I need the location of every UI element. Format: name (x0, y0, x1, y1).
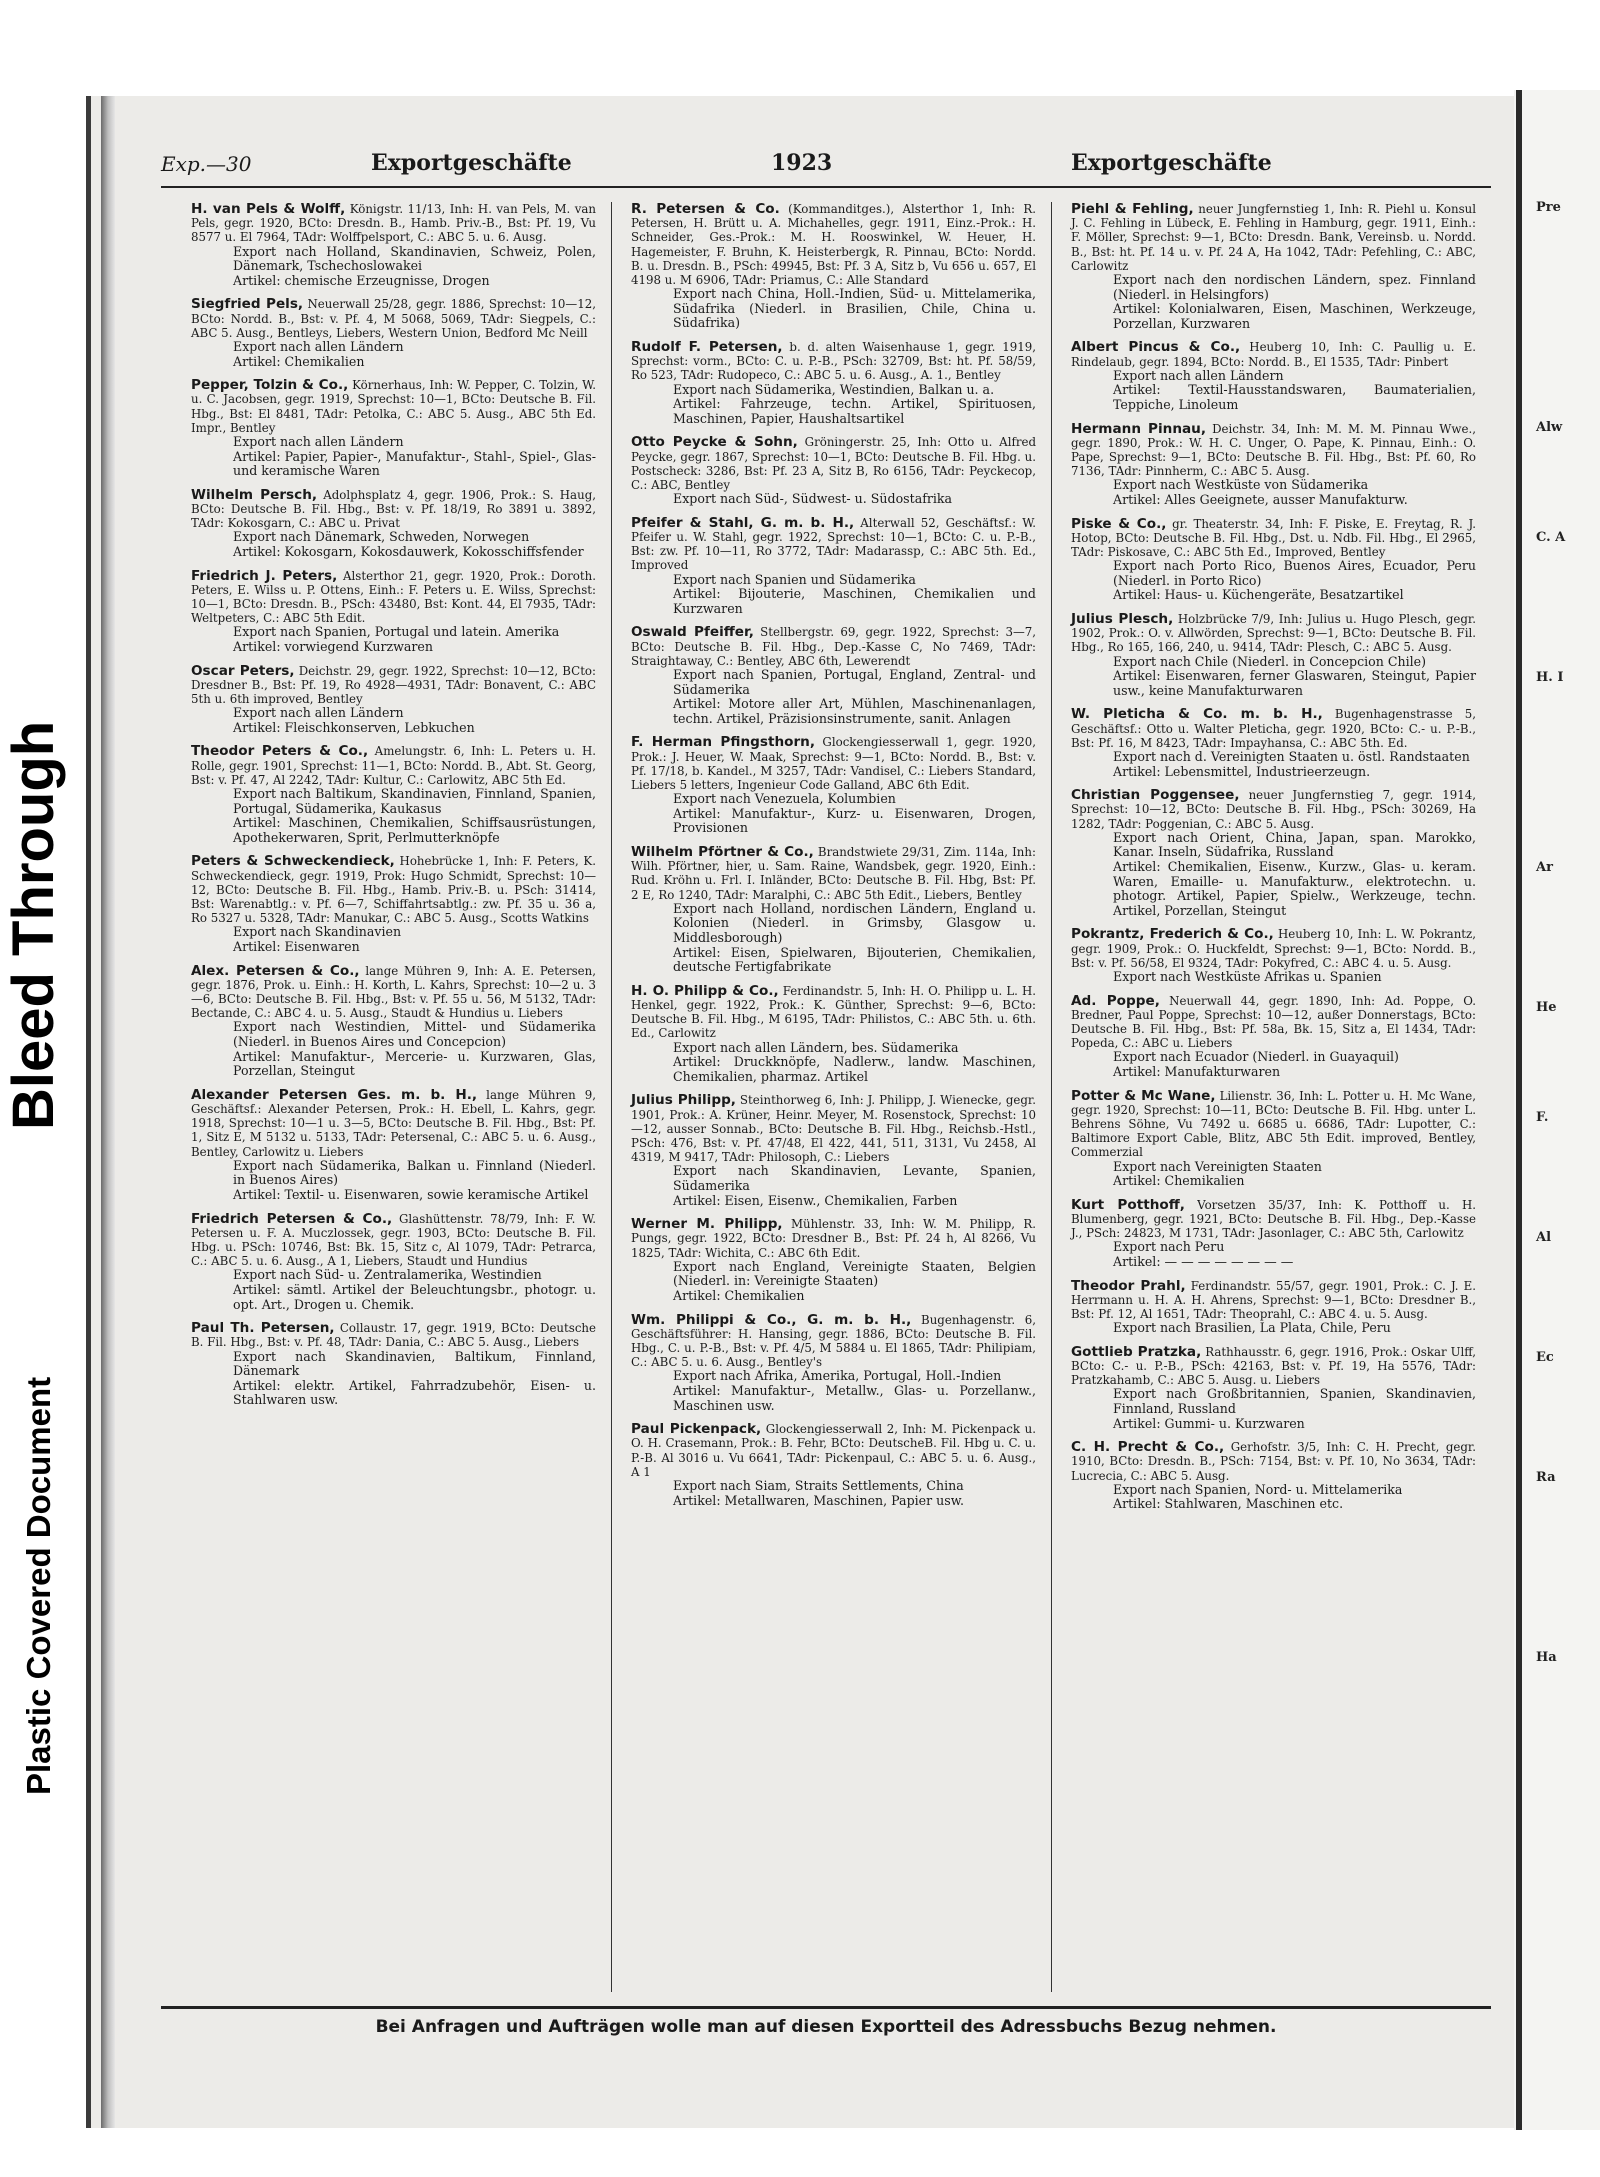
company-name: Otto Peycke & Sohn, (631, 434, 798, 451)
export-destinations: Export nach Baltikum, Skandinavien, Finnland, Spanien, Portugal, Südamerika, Kaukasus (233, 785, 596, 816)
export-articles: Artikel: Chemikalien, Eisenw., Kurzw., Glas- u. keram. Waren, Emaille- u. Manufakturw., elektrotechn. u. photogr. Artikel, Papier, Spielw., Werkzeuge, techn. Artikel, Porzellan, Steingut (1113, 858, 1476, 918)
page-header (161, 146, 1491, 188)
export-destinations: Export nach Siam, Straits Settlements, China (673, 1477, 964, 1493)
adjacent-page-fragment: He (1536, 1000, 1557, 1015)
export-articles: Artikel: Textil-Hausstandswaren, Baumaterialien, Teppiche, Linoleum (1113, 382, 1476, 412)
export-articles: Artikel: Papier, Papier-, Manufaktur-, Stahl-, Spiel-, Glas- und keramische Waren (233, 448, 596, 479)
company-details: Adolphsplatz 4, gegr. 1906, Prok.: S. Haug, BCto: Deutsche B. Fil. Hbg., Bst: v. Pf. 18/19, Ro 3891 u. 3892, TAdr: Kokosgarn, C.: ABC u. Privat (191, 487, 596, 531)
company-entry (1071, 1198, 1476, 1270)
company-name: Piehl & Fehling, (1071, 201, 1194, 217)
company-details: Neuerwall 44, gegr. 1890, Inh: Ad. Poppe, O. Bredner, Paul Poppe, Sprechst: 10—12, außer Donnerstags, BCto: Deutsche B. Fil. Hbg., Bst: Pf. 58a, Bk. 15, Sitz a, El 1434, TAdr: Popeda, C.: ABC u. Liebers (1071, 993, 1477, 1051)
company-details: Lilienstr. 36, Inh: L. Potter u. H. Mc Wane, gegr. 1920, Sprechst: 10—11, BCto: Deutsche B. Fil. Hbg. unter L. Behrens Söhne, Vu 7492 u. 6685 u. 6686, TAdr: Lupotter, C.: Baltimore Export Cable, Blitz, ABC 5th Edit. improved, Bentley, Commerzial (1071, 1088, 1476, 1160)
export-articles: Artikel: Stahlwaren, Maschinen etc. (1113, 1496, 1344, 1512)
export-destinations: Export nach allen Ländern, bes. Südamerika (673, 1039, 959, 1055)
binding-shadow (101, 96, 115, 2128)
adjacent-page-fragment: Pre (1536, 200, 1561, 215)
export-destinations: Export nach Afrika, Amerika, Portugal, Holl.-Indien (673, 1368, 1002, 1384)
export-destinations: Export nach d. Vereinigten Staaten u. östl. Randstaaten (1113, 748, 1470, 764)
export-destinations: Export nach allen Ländern (233, 705, 404, 721)
company-details: neuer Jungfernstieg 7, gegr. 1914, Sprechst: 10—12, BCto: Deutsche B. Fil. Hbg., PSch: 30269, Ha 1282, TAdr: Poggenian, C.: ABC 5. Ausg. (1071, 788, 1476, 831)
export-destinations: Export nach Westindien, Mittel- und Südamerika (Niederl. in Buenos Aires und Concepcion) (233, 1019, 596, 1049)
column-divider (611, 202, 612, 1992)
company-details: Neuerwall 25/28, gegr. 1886, Sprechst: 10—12, BCto: Nordd. B., Bst: v. Pf. 4, M 5068, 5069, TAdr: Siegpels, C.: ABC 5. Ausg., Bentleys, Liebers, Western Union, Bedford Mc Neill (191, 297, 596, 340)
company-details: Collaustr. 17, gegr. 1919, BCto: Deutsche B. Fil. Hbg., Bst: v. Pf. 48, TAdr: Dania, C.: ABC 5. Ausg., Liebers (191, 1321, 597, 1350)
company-name: Albert Pincus & Co., (1071, 339, 1241, 356)
company-entry (191, 664, 596, 736)
company-entry (631, 340, 1036, 426)
company-name: Pokrantz, Frederich & Co., (1071, 926, 1274, 943)
company-entry (631, 1422, 1036, 1508)
export-destinations: Export nach Westküste von Südamerika (1113, 477, 1369, 493)
company-entry (191, 488, 596, 560)
export-destinations: Export nach den nordischen Ländern, spez. Finnland (Niederl. in Helsingfors) (1113, 272, 1476, 302)
adjacent-page-fragment: Al (1536, 1230, 1552, 1245)
company-entry (191, 854, 596, 954)
company-name: Christian Poggensee, (1071, 787, 1240, 804)
column-divider (1051, 202, 1052, 1992)
company-entry (1071, 1345, 1476, 1431)
export-articles: Artikel: Eisen, Eisenw., Chemikalien, Farben (673, 1192, 958, 1208)
column-3 (1071, 202, 1476, 1521)
company-details: Stellbergstr. 69, gegr. 1922, Sprechst: 3—7, BCto: Deutsche B. Fil. Hbg., Dep.-Kasse C, No 7469, TAdr: Straightaway, C.: Bentley, ABC 6th, Lewerendt (631, 625, 1037, 668)
company-details: Holzbrücke 7/9, Inh: Julius u. Hugo Plesch, gegr. 1902, Prok.: O. v. Allwörden, Sprechst: 9—1, BCto: Deutsche B. Fil. Hbg., Ro 165, 166, 240, u. 9414, TAdr: Plesch, C.: ABC 5. Ausg. (1071, 611, 1476, 655)
company-details: Ferdinandstr. 5, Inh: H. O. Philipp u. L. H. Henkel, gegr. 1922, Prok.: K. Günther, Sprechst: 9—6, BCto: Deutsche B. Fil. Hbg., M 6195, TAdr: Philistos, C.: ABC 5th. u. 6th. Ed., Carlowitz (631, 983, 1036, 1041)
company-details: Alsterthor 21, gegr. 1920, Prok.: Doroth. Peters, E. Wilss u. P. Ottens, Einh.: F. Peters u. E. Wilss, Sprechst: 10—1, BCto: Dresdn. B., PSch: 43480, Bst: Kont. 44, El 7935, TAdr: Weltpeters, C.: ABC 5th Edit. (191, 568, 596, 626)
export-articles: Artikel: Chemikalien (1113, 1173, 1245, 1189)
export-destinations: Export nach Venezuela, Kolumbien (673, 791, 896, 807)
company-name: Theodor Peters & Co., (191, 743, 369, 760)
export-destinations: Export nach Süd- u. Zentralamerika, Westindien (233, 1267, 542, 1283)
export-destinations: Export nach Dänemark, Schweden, Norwegen (233, 529, 530, 545)
export-destinations: Export nach Skandinavien, Levante, Spanien, Südamerika (673, 1163, 1036, 1193)
export-destinations: Export nach Brasilien, La Plata, Chile, Peru (1113, 1320, 1391, 1336)
export-articles: Artikel: — — — — — — — — (1113, 1253, 1294, 1269)
export-destinations: Export nach Spanien und Südamerika (673, 571, 916, 587)
export-articles: Artikel: Textil- u. Eisenwaren, sowie keramische Artikel (233, 1186, 589, 1202)
export-destinations: Export nach Großbritannien, Spanien, Skandinavien, Finnland, Russland (1113, 1386, 1476, 1416)
company-name: Julius Plesch, (1071, 610, 1174, 627)
export-destinations: Export nach Peru (1113, 1239, 1225, 1255)
export-destinations: Export nach Holland, nordischen Ländern, England u. Kolonien (Niederl. in Grimsby, Glasgow u. Middlesborough) (673, 900, 1036, 945)
export-destinations: Export nach Porto Rico, Buenos Aires, Ecuador, Peru (Niederl. in Porto Rico) (1113, 558, 1476, 588)
company-entry (1071, 1279, 1476, 1336)
export-articles: Artikel: Alles Geeignete, ausser Manufakturw. (1113, 491, 1408, 507)
header-left-title: Exportgeschäfte (371, 150, 572, 176)
company-name: H. van Pels & Wolff, (191, 201, 346, 217)
company-details: Körnerhaus, Inh: W. Pepper, C. Tolzin, W. u. C. Jacobsen, gegr. 1919, Sprechst: 10—1, BCto: Deutsche B. Fil. Hbg., Bst: El 8481, TAdr: Petolka, C.: ABC 5. Ausg., ABC 5th Ed. Impr., Bentley (191, 378, 596, 435)
export-articles: Artikel: Chemikalien (673, 1287, 805, 1303)
export-destinations: Export nach allen Ländern (233, 434, 404, 449)
export-articles: Artikel: Haus- u. Küchengeräte, Besatzartikel (1113, 587, 1404, 603)
company-name: Wilhelm Persch, (191, 486, 318, 503)
adjacent-page-fragment: Ra (1536, 1470, 1556, 1485)
export-destinations: Export nach China, Holl.-Indien, Süd- u. Mittelamerika, Südafrika (Niederl. in Brasilien, Chile, China u. Südafrika) (673, 286, 1036, 331)
export-articles: Artikel: Kokosgarn, Kokosdauwerk, Kokosschiffsfender (233, 543, 584, 559)
export-articles: Artikel: Motore aller Art, Mühlen, Maschinenanlagen, techn. Artikel, Präzisionsinstrumente, sanit. Anlagen (673, 696, 1036, 726)
company-entry (191, 744, 596, 845)
company-entry (191, 202, 596, 288)
company-entry (631, 1093, 1036, 1208)
company-entry (1071, 994, 1476, 1080)
export-destinations: Export nach Ecuador (Niederl. in Guayaquil) (1113, 1049, 1399, 1065)
company-name: Paul Pickenpack, (631, 1421, 762, 1438)
scanned-page (86, 96, 1519, 2128)
adjacent-page-fragment: Alw (1536, 420, 1563, 435)
export-destinations: Export nach Vereinigten Staaten (1113, 1158, 1322, 1174)
company-details: Heuberg 10, Inh: C. Paullig u. E. Rindelaub, gegr. 1894, BCto: Nordd. B., El 1535, TAdr: Pinbert (1071, 340, 1476, 369)
company-details: lange Mühren 9, Geschäftsf.: Alexander Petersen, Prok.: H. Ebell, L. Kahrs, gegr. 1918, Sprechst: 10—1 u. 3—5, BCto: Deutsche B. Fil. Hbg., Bst: Pf. 1, Sitz E, M 5132 u. 5133, TAdr: Petersenal, C.: ABC 5. u. 6. Ausg., Bentley, Carlowitz u. Liebers (191, 1087, 596, 1159)
company-name: Kurt Potthoff, (1071, 1196, 1185, 1213)
export-articles: Artikel: Eisenwaren (233, 938, 360, 954)
adjacent-page-fragment: Ec (1536, 1350, 1554, 1365)
export-articles: Artikel: Chemikalien (233, 353, 365, 369)
company-entry (1071, 707, 1476, 779)
company-entry (1071, 202, 1476, 331)
company-details: Gerhofstr. 3/5, Inh: C. H. Precht, gegr. 1910, BCto: Dresdn. B., PSch: 7154, Bst: v. Pf. 10, No 3634, TAdr: Lucrecia, C.: ABC 5. Ausg. (1071, 1440, 1477, 1483)
export-articles: Artikel: Manufaktur-, Mercerie- u. Kurzwaren, Glas, Porzellan, Steingut (233, 1048, 596, 1079)
company-name: Hermann Pinnau, (1071, 420, 1207, 437)
export-articles: Artikel: Bijouterie, Maschinen, Chemikalien und Kurzwaren (673, 586, 1036, 616)
company-name: Julius Philipp, (631, 1092, 736, 1109)
export-articles: Artikel: chemische Erzeugnisse, Drogen (233, 272, 490, 288)
company-details: Mühlenstr. 33, Inh: W. M. Philipp, R. Pungs, gegr. 1922, BCto: Dresdner B., Bst: Pf. 24 h, Al 8266, Vu 1825, TAdr: Wichita, C.: ABC 6th Edit. (631, 1217, 1037, 1260)
export-destinations: Export nach allen Ländern (233, 339, 404, 354)
export-articles: Artikel: Lebensmittel, Industrieerzeugn. (1113, 763, 1371, 779)
export-destinations: Export nach Spanien, Nord- u. Mittelamerika (1113, 1481, 1403, 1497)
company-details: (Kommanditges.), Alsterthor 1, Inh: R. Petersen, H. Brütt u. A. Michahelles, gegr. 1911, Einz.-Prok.: H. Schneider, Ges.-Prok.: M. H. Rooswinkel, W. Heuer, H. Hagemeister, F. Bruhn, K. Heisterbergk, R. Pinnau, BCto: Nordd. B. u. Dresdn. B., PSch: 49945, Bst: Pf. 3 A, Sitz b, Vu 656 u. 657, El 4198 u. M 6906, TAdr: Priamus, C.: Alle Standard (631, 202, 1037, 288)
company-details: gr. Theaterstr. 34, Inh: F. Piske, E. Freytag, R. J. Hotop, BCto: Deutsche B. Fil. Hbg., Dst. u. Ndb. Fil. Hbg., El 2965, TAdr: Piskosave, C.: ABC 5th Ed., Improved, Bentley (1071, 516, 1477, 559)
company-details: Glockengiesserwall 1, gegr. 1920, Prok.: J. Heuer, W. Maak, Sprechst: 9—1, BCto: Nordd. B., Bst: v. Pf. 17/18, b. Kandel., M 3257, TAdr: Vandisel, C.: Liebers Standard, Liebers 5 letters, Ingenieur Code Galland, ABC 6th Edit. (631, 735, 1036, 792)
company-entry (1071, 422, 1476, 508)
company-name: Paul Th. Petersen, (191, 1320, 335, 1337)
company-details: Amelungstr. 6, Inh: L. Peters u. H. Rolle, gegr. 1901, Sprechst: 11—1, BCto: Nordd. B., Abt. St. Georg, Bst: v. Pf. 47, Al 2242, TAdr: Kultur, C.: Carlowitz, ABC 5th Ed. (191, 744, 596, 787)
company-entry (631, 625, 1036, 726)
company-name: Wm. Philippi & Co., G. m. b. H., (631, 1311, 912, 1328)
company-details: Vorsetzen 35/37, Inh: K. Potthoff u. H. Blumenberg, gegr. 1921, BCto: Deutsche B. Fil. Hbg., Dep.-Kasse J., PSch: 24823, M 1731, TAdr: Jasonlager, C.: ABC 5th, Carlowitz (1071, 1197, 1476, 1241)
column-1 (191, 202, 596, 1417)
export-articles: Artikel: Fahrzeuge, techn. Artikel, Spirituosen, Maschinen, Papier, Haushaltsartikel (673, 396, 1036, 426)
export-articles: Artikel: Metallwaren, Maschinen, Papier usw. (673, 1492, 964, 1508)
company-details: Ferdinandstr. 55/57, gegr. 1901, Prok.: C. J. E. Herrmann u. H. A. H. Ahrens, Sprechst: 9—1, BCto: Dresdner B., Bst: Pf. 12, Al 1651, TAdr: Theoprahl, C.: ABC 4. u. 5. Ausg. (1071, 1278, 1476, 1321)
company-name: Ad. Poppe, (1071, 992, 1160, 1009)
export-destinations: Export nach Skandinavien (233, 924, 402, 940)
adjacent-page-fragment: Ar (1536, 860, 1553, 875)
company-entry (631, 435, 1036, 506)
company-details: Hohebrücke 1, Inh: F. Peters, K. Schweckendieck, gegr. 1919, Prok: Hugo Schmidt, Sprechst: 10—12, BCto: Deutsche B. Fil. Hbg., Hamb. Priv.-B. u. PSch: 31414, Bst: Warenabtlg.: v. Pf. 6—7, Schiffahrtsabtlg.: zw. Pf. 35 u. 36 a, Ro 5327 u. 5328, TAdr: Manukar, C.: ABC 5. Ausg., Scotts Watkins (191, 854, 596, 926)
company-details: Deichstr. 29, gegr. 1922, Sprechst: 10—12, BCto: Dresdner B., Bst: Pf. 19, Ro 4928—4931, TAdr: Bonavent, C.: ABC 5th u. 6th improved, Bentley (191, 663, 597, 706)
company-details: Glockengiesserwall 2, Inh: M. Pickenpack u. O. H. Crasemann, Prok.: B. Fehr, BCto: DeutscheB. Fil. Hbg u. C. u. P.-B. Al 3016 u. Vu 6641, TAdr: Pickenpaul, C.: ABC 5. u. 6. Ausg., A 1 (631, 1422, 1036, 1479)
company-details: b. d. alten Waisenhause 1, gegr. 1919, Sprechst: vorm., BCto: C. u. P.-B., PSch: 32709, Bst: ht. Pf. 58/59, Ro 523, TAdr: Rudopeco, C.: ABC 5. u. 6. Ausg., A. 1., Bentley (631, 340, 1036, 383)
export-destinations: Export nach Südamerika, Westindien, Balkan u. a. (673, 381, 995, 397)
company-name: Werner M. Philipp, (631, 1216, 783, 1233)
company-entry (1071, 340, 1476, 412)
company-name: Theodor Prahl, (1071, 1277, 1186, 1294)
company-entry (1071, 927, 1476, 984)
export-articles: Artikel: Manufaktur-, Metallw., Glas- u. Porzellanw., Maschinen usw. (673, 1382, 1036, 1413)
page-ref: Exp.—30 (161, 152, 252, 176)
export-destinations: Export nach Orient, China, Japan, span. Marokko, Kanar. Inseln, Südafrika, Russland (1113, 829, 1476, 860)
company-entry (1071, 612, 1476, 698)
adjacent-page-fragment: H. I (1536, 670, 1564, 685)
adjacent-page-fragment: Ha (1536, 1650, 1557, 1665)
column-2 (631, 202, 1036, 1517)
company-name: Rudolf F. Petersen, (631, 339, 783, 355)
company-entry (191, 297, 596, 369)
export-destinations: Export nach Süd-, Südwest- u. Südostafrika (673, 491, 953, 507)
company-details: Königstr. 11/13, Inh: H. van Pels, M. van Pels, gegr. 1920, BCto: Dresdn. B., Hamb. Priv.-B., Bst: Pf. 19, Vu 8577 u. El 7964, TAdr: Wolffpelsport, C.: ABC 5. u. 6. Ausg. (191, 202, 596, 245)
company-name: W. Pleticha & Co. m. b. H., (1071, 706, 1323, 723)
company-name: F. Herman Pfingsthorn, (631, 734, 816, 751)
export-articles: Artikel: Maschinen, Chemikalien, Schiffsausrüstungen, Apothekerwaren, Sprit, Perlmutterknöpfe (233, 815, 596, 845)
company-details: Glashüttenstr. 78/79, Inh: F. W. Petersen u. F. A. Muczlossek, gegr. 1903, BCto: Deutsche B. Fil. Hbg. u. PSch: 10746, Bst: Bk. 15, Sitz c, Al 1079, TAdr: Petrarca, C.: ABC 5. u. 6. Ausg., A 1, Liebers, Staudt und Hundius (191, 1211, 596, 1269)
company-name: Pfeifer & Stahl, G. m. b. H., (631, 514, 855, 531)
company-name: Peters & Schweckendieck, (191, 853, 395, 870)
company-details: lange Mühren 9, Inh: A. E. Petersen, gegr. 1876, Prok. u. Einh.: H. Korth, L. Kahrs, Sprechst: 10—2 u. 3—6, BCto: Deutsche B. Fil. Hbg., Bst: v. Pf. 55 u. 56, M 5132, TAdr: Bectande, C.: ABC 4. u. 5. Ausg., Staudt & Hundius u. Liebers (191, 963, 596, 1021)
page-edge-line (1516, 90, 1522, 2130)
company-name: Friedrich Petersen & Co., (191, 1210, 393, 1227)
company-name: Potter & Mc Wane, (1071, 1087, 1216, 1104)
company-details: Steinthorweg 6, Inh: J. Philipp, J. Wienecke, gegr. 1901, Prok.: A. Krüner, Heinr. Meyer, M. Rosenstock, Sprechst: 10—12, ausser Sonnab., BCto: Deutsche B. Fil. Hbg., Reichsb.-Hstl., PSch: 476, Bst: v. Pf. 47/48, El 422, 441, 511, 3131, Vu 2458, Al 4319, M 9417, TAdr: Philosoph, C.: Liebers (631, 1093, 1037, 1165)
adjacent-page-edge (1514, 90, 1600, 2130)
export-articles: Artikel: sämtl. Artikel der Beleuchtungsbr., photogr. u. opt. Art., Drogen u. Chemik. (233, 1281, 596, 1312)
company-entry (1071, 1089, 1476, 1189)
company-details: Alterwall 52, Geschäftsf.: W. Pfeifer u. W. Stahl, gegr. 1922, Sprechst: 10—1, BCto: C. u. P.-B., Bst: zw. Pf. 10—11, Ro 3772, TAdr: Madarassp, C.: ABC 5th. Ed., Improved (631, 515, 1037, 573)
company-entry (631, 984, 1036, 1085)
company-entry (631, 1313, 1036, 1414)
company-entry (631, 1217, 1036, 1303)
adjacent-page-fragment: C. A (1536, 530, 1566, 545)
company-details: Bugenhagenstr. 6, Geschäftsführer: H. Hansing, gegr. 1886, BCto: Deutsche B. Fil. Hbg., C. u. P.-B., Bst: v. Pf. 4/5, M 5884 u. El 1865, TAdr: Philipiam, C.: ABC 5. u. 6. Ausg., Bentley's (631, 1312, 1036, 1370)
plastic-covered-label: Plastic Covered Document (20, 1376, 57, 1795)
company-entry (1071, 517, 1476, 603)
export-articles: Artikel: Manufaktur-, Kurz- u. Eisenwaren, Drogen, Provisionen (673, 805, 1036, 836)
export-articles: Artikel: Eisenwaren, ferner Glaswaren, Steingut, Papier usw., keine Manufakturwaren (1113, 668, 1476, 698)
company-entry (191, 964, 596, 1079)
company-name: H. O. Philipp & Co., (631, 982, 779, 999)
page-footer: Bei Anfragen und Aufträgen wolle man auf diesen Exportteil des Adressbuchs Bezug nehmen. (161, 2006, 1491, 2037)
company-details: Gröningerstr. 25, Inh: Otto u. Alfred Peycke, gegr. 1867, Sprechst: 10—1, BCto: Deutsche B. Fil. Hbg. u. Postscheck: 3286, Bst: Pf. 23 A, Sitz B, Ro 6156, TAdr: Peyckecop, C.: ABC, Bentley (631, 435, 1037, 492)
company-entry (631, 516, 1036, 617)
company-name: Pepper, Tolzin & Co., (191, 377, 349, 394)
adjacent-page-fragment: F. (1536, 1110, 1549, 1125)
export-destinations: Export nach Westküste Afrikas u. Spanien (1113, 968, 1382, 984)
company-name: Siegfried Pels, (191, 296, 304, 313)
header-right-title: Exportgeschäfte (1071, 150, 1272, 176)
company-details: Heuberg 10, Inh: L. W. Pokrantz, gegr. 1909, Prok.: O. Huckfeldt, Sprechst: 9—1, BCto: Nordd. B., Bst: v. Pf. 56/58, El 9324, TAdr: Pokyfred, C.: ABC 4. u. 5. Ausg. (1071, 927, 1477, 970)
export-articles: Artikel: Manufakturwaren (1113, 1063, 1281, 1079)
export-destinations: Export nach Chile (Niederl. in Concepcion Chile) (1113, 653, 1427, 669)
company-name: Friedrich J. Peters, (191, 567, 338, 584)
company-details: neuer Jungfernstieg 1, Inh: R. Piehl u. Konsul J. C. Fehling in Lübeck, E. Fehling in Hamburg, gegr. 1911, Einh.: F. Möller, Sprechst: 9—1, BCto: Dresdn. Bank, Vereinsb. u. Nordd. B., Bst: ht. Pf. 14 u. v. Pf. 24 A, Ha 1042, TAdr: Pefehling, C.: ABC, Carlowitz (1071, 202, 1476, 273)
export-destinations: Export nach Spanien, Portugal, England, Zentral- und Südamerika (673, 667, 1036, 697)
company-name: Gottlieb Pratzka, (1071, 1343, 1202, 1360)
company-entry (191, 378, 596, 479)
export-articles: Artikel: Gummi- u. Kurzwaren (1113, 1415, 1305, 1431)
company-entry (1071, 1440, 1476, 1512)
company-name: C. H. Precht & Co., (1071, 1439, 1225, 1456)
company-name: Alexander Petersen Ges. m. b. H., (191, 1086, 478, 1103)
export-articles: Artikel: Druckknöpfe, Nadlerw., landw. Maschinen, Chemikalien, pharmaz. Artikel (673, 1054, 1036, 1084)
company-details: Brandstwiete 29/31, Zim. 114a, Inh: Wilh. Pförtner, hier, u. Sam. Raine, Wandsbek, gegr. 1920, Einh.: Rud. Kröhn u. Frl. I. Inländer, BCto: Deutsche B. Fil. Hbg, Bst: Pf. 2 E, Ro 1240, TAdr: Maralphi, C.: ABC 5th Edit., Liebers, Bentley (631, 844, 1036, 902)
company-name: R. Petersen & Co. (631, 201, 780, 217)
company-entry (631, 202, 1036, 331)
company-entry (1071, 788, 1476, 918)
export-destinations: Export nach Spanien, Portugal und latein. Amerika (233, 624, 560, 640)
export-articles: Artikel: vorwiegend Kurzwaren (233, 638, 433, 654)
company-name: Wilhelm Pförtner & Co., (631, 843, 814, 860)
company-entry (631, 735, 1036, 836)
company-name: Piske & Co., (1071, 515, 1167, 532)
company-name: Oscar Peters, (191, 662, 295, 679)
company-entry (191, 1321, 596, 1408)
company-details: Deichstr. 34, Inh: M. M. M. Pinnau Wwe., gegr. 1890, Prok.: W. H. C. Unger, O. Pape, K. Pinnau, Einh.: O. Pape, Sprechst: 9—1, BCto: Deutsche B. Fil. Hbg., Bst: Pf. 60, Ro 7136, TAdr: Pinnherm, C.: ABC 5. Ausg. (1071, 421, 1477, 479)
company-name: Alex. Petersen & Co., (191, 962, 360, 979)
export-articles: Artikel: Kolonialwaren, Eisen, Maschinen, Werkzeuge, Porzellan, Kurzwaren (1113, 301, 1476, 331)
company-entry (191, 1088, 596, 1203)
export-destinations: Export nach Holland, Skandinavien, Schweiz, Polen, Dänemark, Tschechoslowakei (233, 243, 596, 274)
export-articles: Artikel: Eisen, Spielwaren, Bijouterien, Chemikalien, deutsche Fertigfabrikate (673, 944, 1036, 975)
export-destinations: Export nach allen Ländern (1113, 367, 1284, 383)
export-destinations: Export nach Südamerika, Balkan u. Finnland (Niederl. in Buenos Aires) (233, 1157, 596, 1188)
export-destinations: Export nach Skandinavien, Baltikum, Finnland, Dänemark (233, 1348, 596, 1379)
header-year: 1923 (771, 150, 833, 176)
company-entry (631, 845, 1036, 975)
company-details: Bugenhagenstrasse 5, Geschäftsf.: Otto u. Walter Pleticha, gegr. 1920, BCto: C.- u. P.-B., Bst: Pf. 16, M 8423, TAdr: Impayhansa, C.: ABC 5th. Ed. (1071, 707, 1477, 750)
export-articles: Artikel: Fleischkonserven, Lebkuchen (233, 719, 475, 735)
company-details: Rathhausstr. 6, gegr. 1916, Prok.: Oskar Ulff, BCto: C.- u. P.-B., PSch: 42163, Bst: v. Pf. 19, Ha 5576, TAdr: Pratzkahamb, C.: ABC 5. Ausg. u. Liebers (1071, 1344, 1477, 1388)
company-entry (191, 569, 596, 655)
export-articles: Artikel: elektr. Artikel, Fahrradzubehör, Eisen- u. Stahlwaren usw. (233, 1377, 596, 1408)
company-entry (191, 1212, 596, 1313)
bleed-through-label: Bleed Through (1, 720, 66, 1130)
side-label-panel (0, 0, 80, 2177)
company-name: Oswald Pfeiffer, (631, 624, 754, 641)
export-destinations: Export nach England, Vereinigte Staaten, Belgien (Niederl. in: Vereinigte Staaten) (673, 1258, 1036, 1289)
